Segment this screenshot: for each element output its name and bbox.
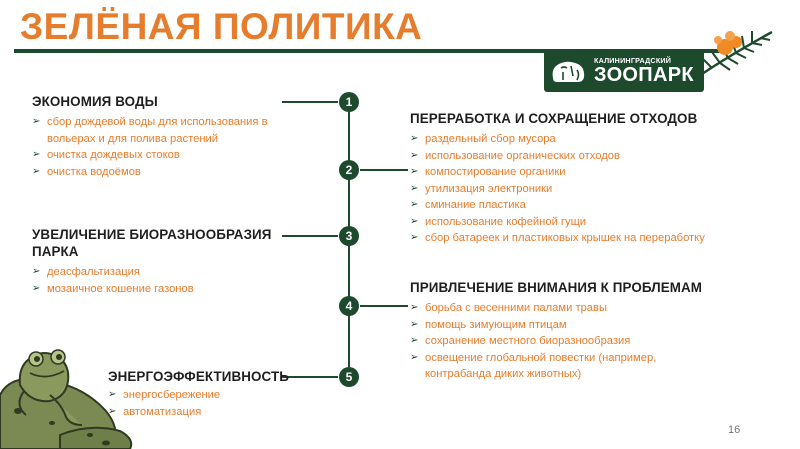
section-title: ПРИВЛЕЧЕНИЕ ВНИМАНИЯ К ПРОБЛЕМАМ xyxy=(410,280,703,295)
chevron-right-icon: ➢ xyxy=(410,215,419,227)
chevron-right-icon: ➢ xyxy=(410,199,419,210)
list-item: ➢ сминание пластика xyxy=(410,197,750,214)
list-item: ➢ мозаичное кошение газонов xyxy=(32,281,282,298)
list-item: ➢ деасфальтизация xyxy=(32,264,282,281)
zoo-logo xyxy=(544,50,704,92)
section-items xyxy=(410,131,750,247)
list-item: ➢ утилизация электроники xyxy=(410,181,750,198)
step-number-2: 2 xyxy=(339,160,359,180)
chevron-right-icon: ➢ xyxy=(410,232,419,243)
chevron-right-icon: ➢ xyxy=(410,149,419,161)
section-waste-processing xyxy=(410,110,750,247)
list-item: ➢ очистка дождевых стоков xyxy=(32,147,292,164)
step-number-3: 3 xyxy=(339,226,359,246)
page-title: ЗЕЛЁНАЯ ПОЛИТИКА xyxy=(20,6,423,47)
chevron-right-icon: ➢ xyxy=(410,133,419,144)
chevron-right-icon: ➢ xyxy=(32,149,41,160)
list-item: ➢ сбор батареек и пластиковых крышек на переработку xyxy=(410,230,750,247)
list-item: ➢ автоматизация xyxy=(108,404,288,421)
section-title: УВЕЛИЧЕНИЕ БИОРАЗНООБРАЗИЯ ПАРКА xyxy=(32,227,272,259)
chevron-right-icon: ➢ xyxy=(32,266,41,277)
frog-on-rock-illustration xyxy=(0,335,140,449)
section-items xyxy=(410,300,710,383)
section-biodiversity xyxy=(32,226,282,297)
list-item: ➢ сбор дождевой воды для использования в вольерах и для полива растений xyxy=(32,116,268,145)
connector-3 xyxy=(282,235,338,237)
section-title: ПЕРЕРАБОТКА И СОХРАЩЕНИЕ ОТХОДОВ xyxy=(410,111,698,126)
logo-subtitle: КАЛИНИНГРАДСКИЙ xyxy=(594,56,672,65)
page-number: 16 xyxy=(728,424,741,436)
section-title: ЭНЕРГОЭФФЕКТИВНОСТЬ xyxy=(108,369,289,384)
step-number-1: 1 xyxy=(339,92,359,112)
chevron-right-icon: ➢ xyxy=(32,282,41,294)
chevron-right-icon: ➢ xyxy=(410,351,419,363)
list-item: ➢ использование органических отходов xyxy=(410,148,750,165)
bear-logo-icon xyxy=(549,56,589,86)
section-awareness xyxy=(410,279,710,383)
chevron-right-icon: ➢ xyxy=(32,116,41,127)
connector-5 xyxy=(282,376,338,378)
chevron-right-icon: ➢ xyxy=(410,335,419,346)
step-number-4: 4 xyxy=(339,296,359,316)
chevron-right-icon: ➢ xyxy=(410,182,419,194)
list-item: ➢ очистка водоёмов xyxy=(32,164,292,181)
chevron-right-icon: ➢ xyxy=(108,389,117,400)
chevron-right-icon: ➢ xyxy=(410,166,419,177)
section-title: ЭКОНОМИЯ ВОДЫ xyxy=(32,94,158,109)
chevron-right-icon: ➢ xyxy=(32,165,41,177)
connector-4 xyxy=(360,305,408,307)
logo-title: ЗООПАРК xyxy=(594,64,694,86)
list-item: ➢ борьба с весенними палами травы xyxy=(410,300,710,317)
chevron-right-icon: ➢ xyxy=(410,318,419,330)
section-water-saving xyxy=(32,93,292,180)
list-item: ➢ энергосбережение xyxy=(108,387,288,404)
section-items xyxy=(32,114,292,180)
step-number-5: 5 xyxy=(339,367,359,387)
list-item: ➢ использование кофейной гущи xyxy=(410,214,750,231)
connector-2 xyxy=(360,169,408,171)
chevron-right-icon: ➢ xyxy=(108,405,117,417)
list-item: ➢ раздельный сбор мусора xyxy=(410,131,750,148)
list-item: ➢ компостирование органики xyxy=(410,164,750,181)
chevron-right-icon: ➢ xyxy=(410,302,419,313)
list-item: ➢ освещение глобальной повестки (например, контрабанда диких животных) xyxy=(410,351,657,380)
section-items xyxy=(32,264,282,297)
sea-buckthorn-branch-icon xyxy=(692,14,792,94)
list-item: ➢ помощь зимующим птицам xyxy=(410,317,710,334)
list-item: ➢ сохранение местного биоразнообразия xyxy=(410,333,710,350)
